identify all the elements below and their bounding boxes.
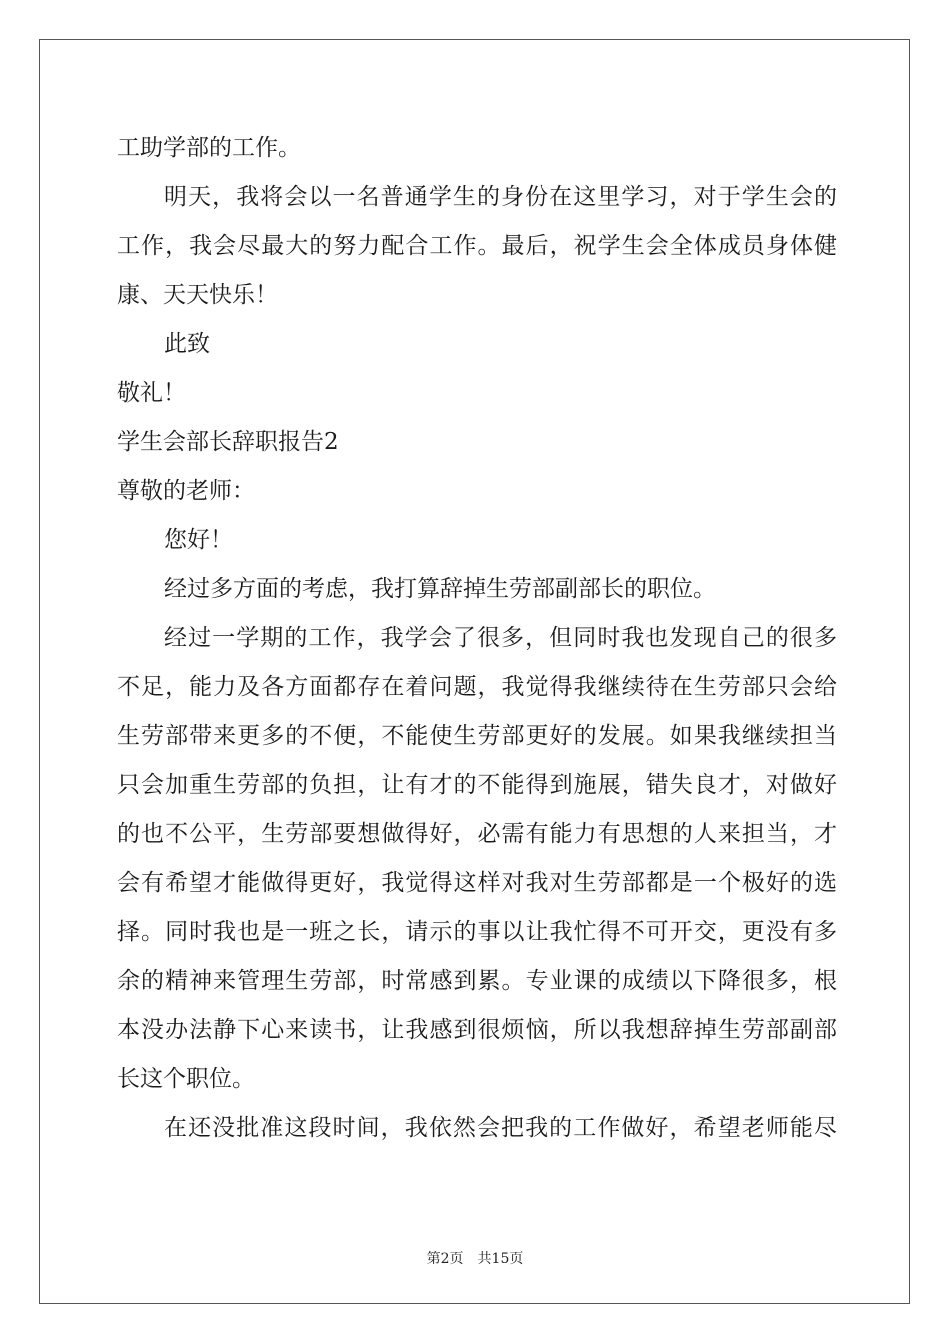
- text-line: 生劳部带来更多的不便，不能使生劳部更好的发展。如果我继续担当: [117, 723, 837, 749]
- text-line: 不足，能力及各方面都存在着问题，我觉得我继续待在生劳部只会给: [117, 674, 837, 700]
- text-line: 择。同时我也是一班之长，请示的事以让我忙得不可开交，更没有多: [117, 919, 837, 945]
- greeting: 您好！: [164, 527, 233, 553]
- text-line: 本没办法静下心来读书，让我感到很烦恼，所以我想辞掉生劳部副部: [117, 1017, 837, 1043]
- text-line: 在还没批准这段时间，我依然会把我的工作做好，希望老师能尽: [164, 1115, 837, 1141]
- salutation: 尊敬的老师：: [117, 478, 255, 504]
- text-line: 只会加重生劳部的负担，让有才的不能得到施展，错失良才，对做好: [117, 772, 837, 798]
- text-line: 经过多方面的考虑，我打算辞掉生劳部副部长的职位。: [164, 576, 716, 602]
- document-body: [117, 124, 837, 1153]
- page-number: 第2页 共15页: [426, 1251, 524, 1267]
- closing-salute: 敬礼！: [117, 380, 186, 406]
- text-line: 明天，我将会以一名普通学生的身份在这里学习，对于学生会的: [164, 184, 837, 210]
- text-line: 康、天天快乐！: [117, 282, 278, 308]
- section-heading: 学生会部长辞职报告2: [117, 429, 339, 455]
- text-line: 工作，我会尽最大的努力配合工作。最后，祝学生会全体成员身体健: [117, 233, 837, 259]
- text-line: 的也不公平，生劳部要想做得好，必需有能力有思想的人来担当，才: [117, 821, 837, 847]
- closing-line: 此致: [164, 331, 210, 357]
- text-line: 长这个职位。: [117, 1066, 255, 1092]
- text-line: 工助学部的工作。: [117, 135, 301, 161]
- text-line: 余的精神来管理生劳部，时常感到累。专业课的成绩以下降很多，根: [117, 968, 837, 994]
- text-line: 会有希望才能做得更好，我觉得这样对我对生劳部都是一个极好的选: [117, 870, 837, 896]
- text-line: 经过一学期的工作，我学会了很多，但同时我也发现自己的很多: [164, 625, 837, 651]
